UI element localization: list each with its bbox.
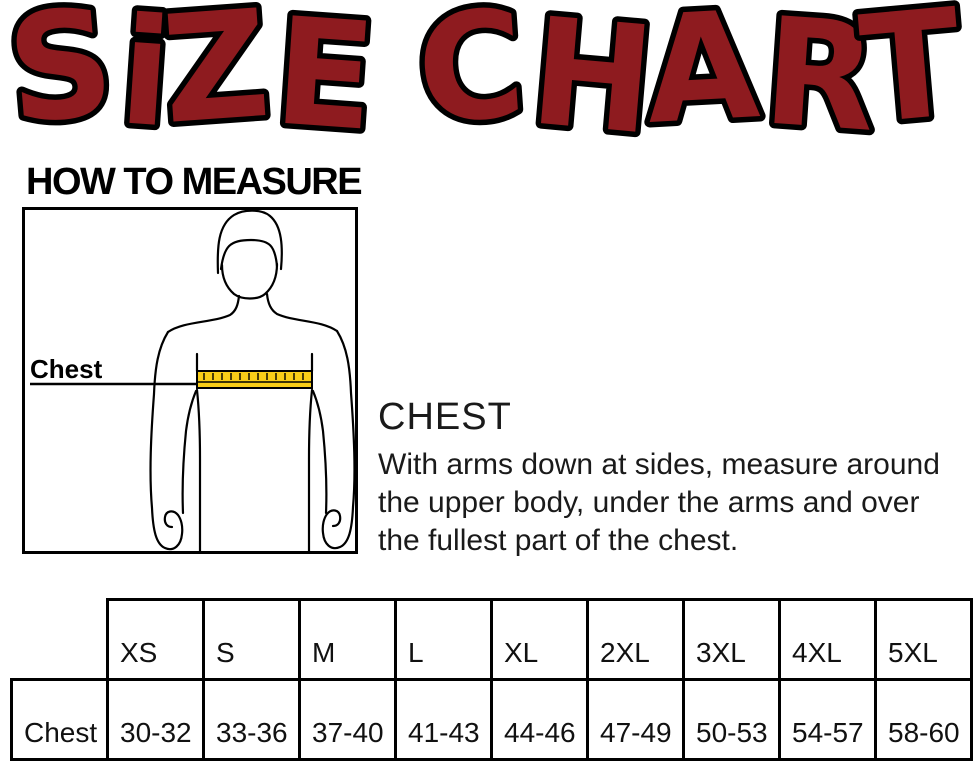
size-header-m: M <box>300 600 396 680</box>
row-label-chest: Chest <box>12 680 108 760</box>
chest-instructions-heading: CHEST <box>378 396 512 438</box>
size-header-3xl: 3XL <box>684 600 780 680</box>
chest-instructions-body: With arms down at sides, measure around the upper body, under the arms and over the fullest part of the chest. <box>378 448 940 557</box>
measuring-tape <box>197 371 312 388</box>
size-header-5xl: 5XL <box>876 600 972 680</box>
size-table <box>10 598 973 761</box>
chest-range-l: 41-43 <box>396 680 492 760</box>
measure-diagram <box>22 207 358 554</box>
size-header-s: S <box>204 600 300 680</box>
size-header-l: L <box>396 600 492 680</box>
chest-range-4xl: 54-57 <box>780 680 876 760</box>
size-header-xl: XL <box>492 600 588 680</box>
table-corner-cell <box>12 600 108 680</box>
chest-range-5xl: 58-60 <box>876 680 972 760</box>
chest-range-2xl: 47-49 <box>588 680 684 760</box>
page-title: SiZE CHART <box>1 0 970 154</box>
size-header-2xl: 2XL <box>588 600 684 680</box>
how-to-measure-heading: HOW TO MEASURE <box>26 161 362 203</box>
title-banner <box>0 0 978 154</box>
chest-range-xs: 30-32 <box>108 680 204 760</box>
chest-measurements-row <box>12 680 972 760</box>
size-header-4xl: 4XL <box>780 600 876 680</box>
chest-range-s: 33-36 <box>204 680 300 760</box>
chest-range-xl: 44-46 <box>492 680 588 760</box>
tape-band <box>197 371 312 388</box>
size-header-row <box>12 600 972 680</box>
chest-range-3xl: 50-53 <box>684 680 780 760</box>
chest-diagram-label: Chest <box>30 354 103 384</box>
size-header-xs: XS <box>108 600 204 680</box>
chest-range-m: 37-40 <box>300 680 396 760</box>
